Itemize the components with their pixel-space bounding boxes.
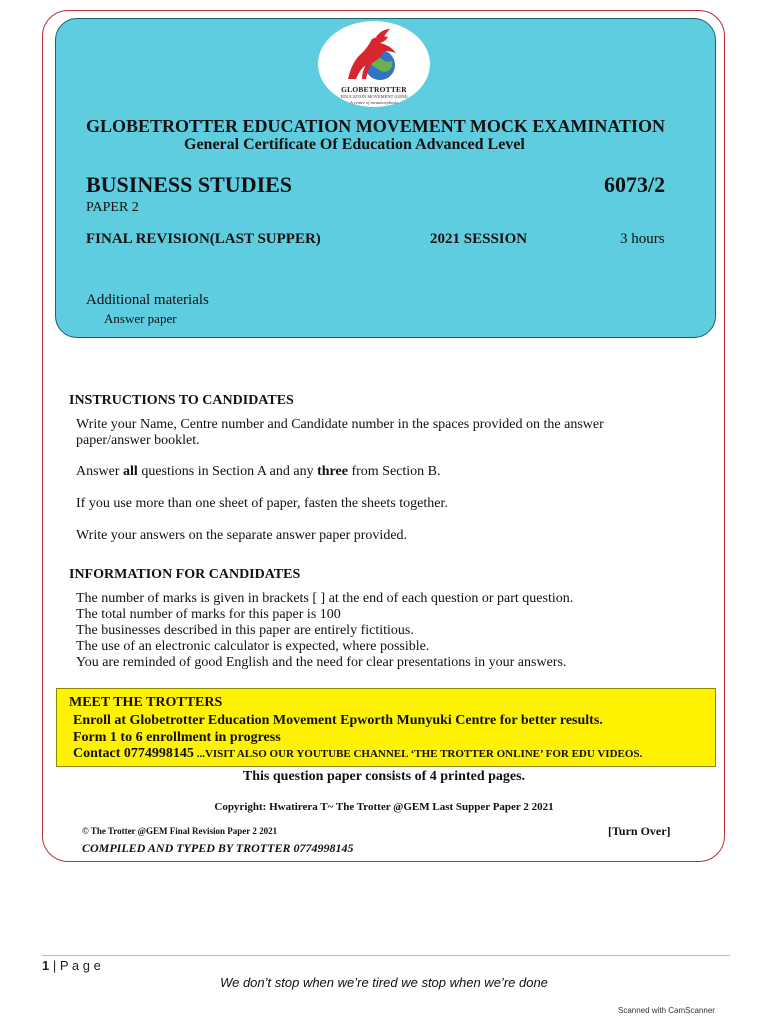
instruction-line-2-pre: Answer <box>76 464 124 479</box>
trotters-enroll-line: Enroll at Globetrotter Education Movement Epworth Munyuki Centre for better results. <box>73 713 603 728</box>
page-count-note: This question paper consists of 4 printed pages. <box>242 769 526 784</box>
instruction-line-4: Write your answers on the separate answer paper provided. <box>76 528 408 543</box>
paper-code: 6073/2 <box>604 172 666 197</box>
info-line: The total number of marks for this paper is 100 <box>76 607 341 622</box>
instruction-line-2 <box>76 464 440 480</box>
final-revision-label: FINAL REVISION(LAST SUPPER) <box>86 231 321 247</box>
additional-materials-label: Additional materials <box>86 292 209 308</box>
trotters-heading: MEET THE TROTTERS <box>69 695 223 710</box>
compiled-by-line: COMPILED AND TYPED BY TROTTER 0774998145 <box>82 841 354 855</box>
instruction-line-2-all: all <box>123 464 138 479</box>
turn-over-label: [Turn Over] <box>608 824 671 838</box>
trotters-contact: Contact 0774998145 <box>73 746 194 761</box>
page-number <box>42 958 101 973</box>
instruction-line-2-post: from Section B. <box>347 464 441 479</box>
trotters-form-line: Form 1 to 6 enrollment in progress <box>73 730 281 745</box>
logo-subtitle: EDUCATION MOVEMENT (GEM) <box>340 94 408 99</box>
answer-paper-label: Answer paper <box>104 311 177 326</box>
instructions-heading: INSTRUCTIONS TO CANDIDATES <box>69 393 294 408</box>
info-line: The businesses described in this paper are entirely fictitious. <box>76 623 414 638</box>
instruction-line-3: If you use more than one sheet of paper, fasten the sheets together. <box>76 496 448 511</box>
duration-label: 3 hours <box>620 231 665 247</box>
page-number-label: | P a g e <box>49 958 101 973</box>
scanner-watermark: Scanned with CamScanner <box>618 1006 715 1015</box>
paper-number: PAPER 2 <box>86 200 139 215</box>
instruction-line-1a: Write your Name, Centre number and Candidate number in the spaces provided on the answer <box>76 417 604 432</box>
globetrotter-logo <box>318 21 430 107</box>
footer-footnote: © The Trotter @GEM Final Revision Paper 2 2021 <box>82 826 278 836</box>
motto-line: We don’t stop when we’re tired we stop when we’re done <box>220 975 548 990</box>
info-line: You are reminded of good English and the need for clear presentations in your answers. <box>76 655 567 670</box>
session-label: 2021 SESSION <box>430 231 528 247</box>
instruction-line-2-mid: questions in Section A and any <box>137 464 318 479</box>
information-heading: INFORMATION FOR CANDIDATES <box>69 567 301 582</box>
info-line: The use of an electronic calculator is expected, where possible. <box>76 639 430 654</box>
instruction-line-2-three: three <box>317 464 348 479</box>
copyright-line: Copyright: Hwatirera T~ The Trotter @GEM Last Supper Paper 2 2021 <box>214 801 554 813</box>
logo-name: GLOBETROTTER <box>341 85 407 94</box>
logo-tagline: A centre of metamorphosis <box>349 100 399 105</box>
page-number-value: 1 <box>42 958 50 973</box>
info-line: The number of marks is given in brackets [ ] at the end of each question or part question. <box>76 591 574 606</box>
certificate-title: General Certificate Of Education Advanced Level <box>184 136 525 153</box>
exam-organization-title: GLOBETROTTER EDUCATION MOVEMENT MOCK EXAMINATION <box>86 116 666 136</box>
instruction-line-1b: paper/answer booklet. <box>76 433 200 448</box>
subject-title: BUSINESS STUDIES <box>86 172 293 197</box>
page-footer-divider <box>42 955 730 956</box>
trotters-youtube-note: ...VISIT ALSO OUR YOUTUBE CHANNEL ‘THE TROTTER ONLINE’ FOR EDU VIDEOS. <box>193 748 643 760</box>
trotters-contact-line <box>73 746 642 762</box>
